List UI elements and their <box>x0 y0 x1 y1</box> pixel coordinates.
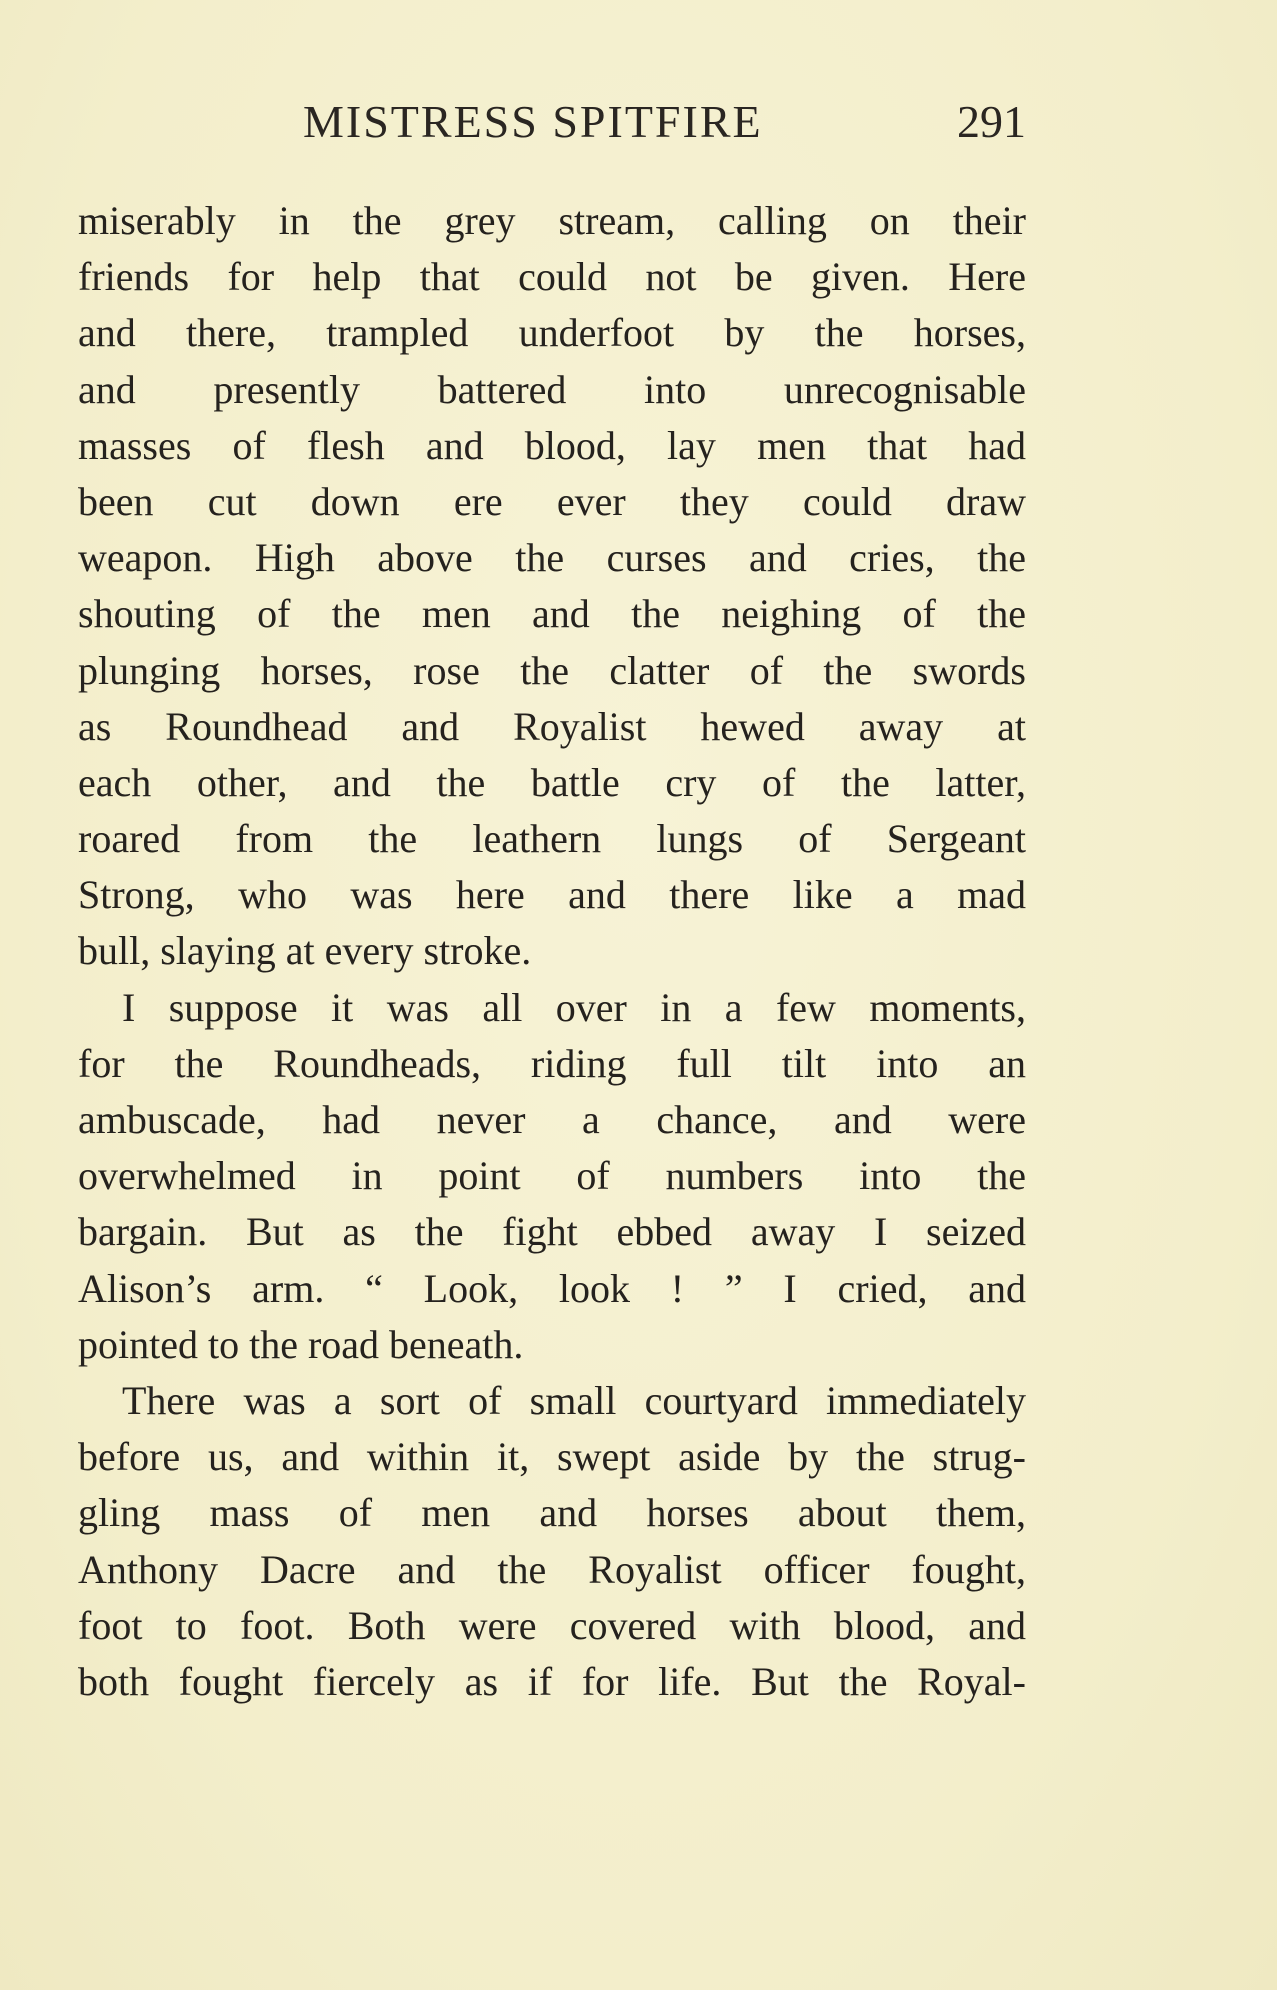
text-line: and there, trampled underfoot by the horses, <box>78 310 1026 356</box>
text-line: ambuscade, had never a chance, and were <box>78 1097 1026 1142</box>
text-line: been cut down ere ever they could draw <box>78 478 1026 524</box>
text-line: miserably in the grey stream, calling on their <box>78 198 1026 243</box>
text-line: Strong, who was here and there like a mad <box>78 872 1026 918</box>
text-line: foot to foot. Both were covered with blood, and <box>78 1602 1026 1648</box>
text-line: friends for help that could not be given. Here <box>78 254 1026 300</box>
text-line: overwhelmed in point of numbers into the <box>78 1153 1026 1199</box>
text-line: as Roundhead and Royalist hewed away at <box>78 703 1026 749</box>
running-head <box>78 92 1026 152</box>
text-line: Anthony Dacre and the Royalist officer fought, <box>78 1546 1026 1592</box>
body-text <box>78 193 1026 1710</box>
running-title: MISTRESS SPITFIRE <box>303 96 763 147</box>
text-line: for the Roundheads, riding full tilt into an <box>78 1040 1026 1086</box>
text-line: pointed to the road beneath. <box>78 1321 524 1367</box>
text-line: masses of flesh and blood, lay men that had <box>78 422 1026 468</box>
text-line: both fought fiercely as if for life. But the Royal- <box>78 1658 1026 1704</box>
text-line: Alison’s arm. “ Look, look ! ” I cried, and <box>78 1265 1026 1311</box>
text-line: weapon. High above the curses and cries, the <box>78 535 1026 581</box>
text-line: plunging horses, rose the clatter of the swords <box>78 647 1026 693</box>
text-line: bargain. But as the fight ebbed away I seized <box>78 1209 1026 1255</box>
text-line: I suppose it was all over in a few moments, <box>122 984 1026 1030</box>
text-line: bull, slaying at every stroke. <box>78 928 532 974</box>
text-line: before us, and within it, swept aside by the strug- <box>78 1434 1026 1480</box>
text-line: roared from the leathern lungs of Sergeant <box>78 816 1026 862</box>
text-line: gling mass of men and horses about them, <box>78 1490 1026 1536</box>
text-line: and presently battered into unrecognisable <box>78 366 1026 412</box>
text-line: each other, and the battle cry of the latter, <box>78 759 1026 805</box>
text-line: There was a sort of small courtyard immediately <box>122 1377 1026 1423</box>
text-line: shouting of the men and the neighing of the <box>78 591 1026 637</box>
page-number: 291 <box>957 96 1026 147</box>
